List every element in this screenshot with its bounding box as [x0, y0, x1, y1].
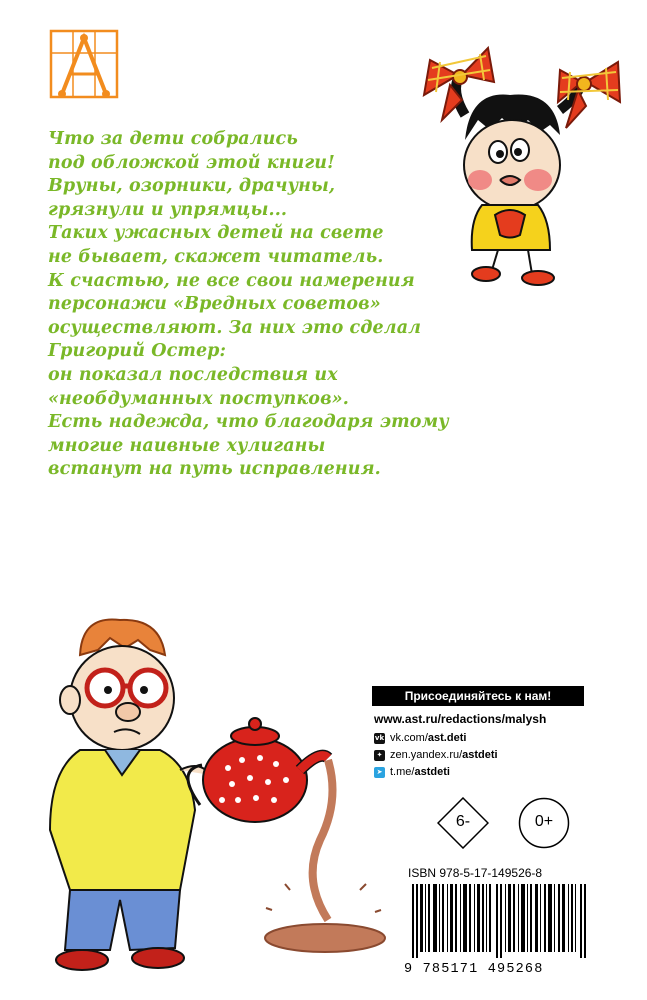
social-link-telegram[interactable] [374, 766, 450, 778]
publisher-website[interactable]: www.ast.ru/redactions/malysh [374, 712, 547, 726]
publisher-logo [48, 28, 120, 100]
description-line: осуществляют. За них это сделал [48, 317, 422, 338]
social-handle: astdeti [414, 766, 450, 778]
social-prefix: vk.com/ [390, 732, 428, 744]
description-line: Таких ужасных детей на свете [48, 223, 384, 244]
age-mark-first: 6- [455, 813, 471, 830]
social-prefix: zen.yandex.ru/ [390, 749, 463, 761]
join-us-banner: Присоединяйтесь к нам! [372, 686, 584, 706]
description-line: не бывает, скажет читатель. [48, 246, 384, 267]
social-prefix: t.me/ [390, 766, 415, 778]
social-handle: ast.deti [427, 732, 467, 744]
description-line: Что за дети собрались [48, 129, 298, 149]
description-line: Вруны, озорники, драчуны, [48, 176, 336, 197]
description-line: грязнули и упрямцы... [48, 199, 288, 220]
vk-icon: vk [374, 733, 385, 742]
barcode-icon [410, 884, 588, 958]
age-mark-second: 0+ [534, 813, 554, 830]
book-description [48, 128, 458, 482]
description-line: Есть надежда, что благодаря этому [48, 412, 449, 433]
boy-illustration [10, 600, 390, 990]
girl-illustration [410, 20, 630, 290]
social-link-zen[interactable] [374, 749, 498, 761]
description-line: встанут на путь исправления. [48, 459, 381, 480]
description-line: К счастью, не все свои намерения [48, 270, 415, 291]
isbn-label: ISBN 978-5-17-149526-8 [408, 866, 543, 880]
description-line: многие наивные хулиганы [48, 435, 326, 456]
zen-icon: ✦ [374, 750, 385, 761]
telegram-icon: ➤ [374, 767, 385, 778]
description-line: под обложкой этой книги! [48, 152, 335, 173]
description-line: он показал последствия их [48, 364, 338, 385]
barcode-digits: 9 785171 495268 [404, 962, 544, 977]
description-line: «необдуманных поступков». [48, 388, 349, 409]
social-link-vk[interactable] [374, 732, 466, 744]
social-handle: astdeti [462, 749, 498, 761]
description-line: Григорий Остер: [48, 341, 227, 362]
description-line: персонажи «Вредных советов» [48, 294, 381, 315]
